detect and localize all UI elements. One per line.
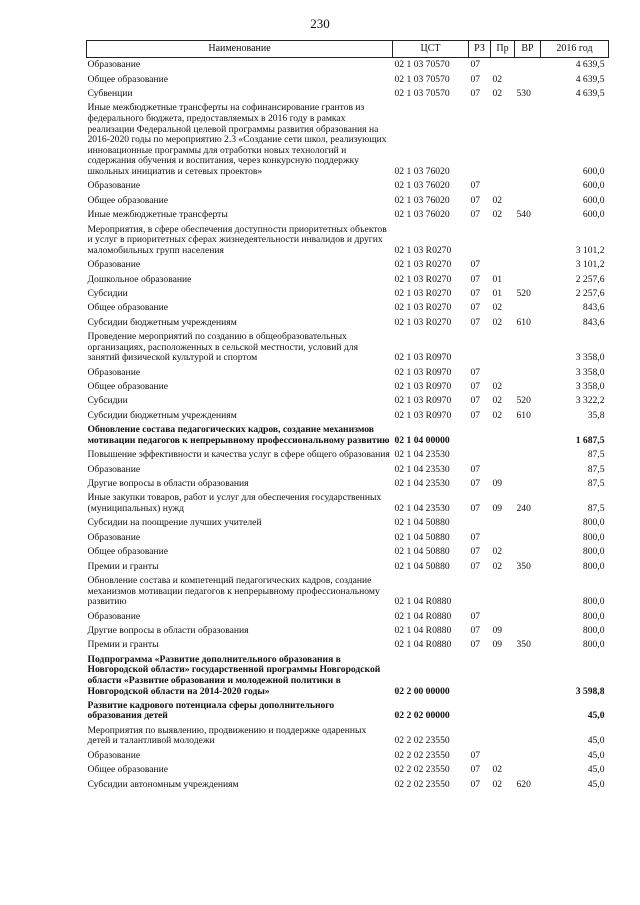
table-row [87,101,609,179]
table-row [87,638,609,652]
row-rz-cell [469,699,491,724]
row-amount-cell: 3 101,2 [575,259,605,271]
row-name-cell: Подпрограмма «Развитие дополнительного образования в Новгородской области» государственной программы Новгородской области «Развитие образования и молодежной политики в Новгородской области на 2014-2020 годы» [87,653,381,697]
row-vr-cell: 350 [516,639,531,651]
row-rz-cell: 07 [470,409,481,421]
row-pr-cell: 02 [492,395,503,407]
row-rz-cell: 07 [470,749,481,761]
table-row [87,531,609,545]
row-rz-cell: 07 [470,463,481,475]
row-pr-cell: 01 [492,273,503,285]
row-pr-cell [491,365,515,379]
page-number: 230 [310,16,330,31]
row-vr-cell [515,58,541,73]
row-vr-cell [515,101,541,179]
row-vr-cell [515,380,541,394]
row-cst-cell: 02 1 04 00000 [394,434,450,446]
table-row [87,777,609,791]
table-row [87,72,609,86]
table-row [87,609,609,623]
row-name-cell: Образование [87,531,141,543]
row-vr-cell [515,222,541,258]
column-header-year: 2016 год [541,41,609,58]
row-rz-cell [469,222,491,258]
row-rz-cell: 07 [470,381,481,393]
row-cst-cell: 02 1 04 50880 [394,560,450,572]
row-pr-cell [491,58,515,73]
row-amount-cell: 87,5 [587,478,605,490]
table-row [87,208,609,222]
row-name-cell: Мероприятия, в сфере обеспечения доступности приоритетных объектов и услуг в приоритетных сферах жизнедеятельности инвалидов и других маломобильных групп населения [87,223,387,256]
row-cst-cell: 02 1 04 23530 [394,463,450,475]
row-cst-cell: 02 1 03 R0270 [394,302,452,314]
row-name-cell: Субсидии [87,395,128,407]
row-pr-cell [491,652,515,698]
row-rz-cell: 07 [470,778,481,790]
row-rz-cell: 07 [470,764,481,776]
row-name-cell: Субвенции [87,88,133,100]
table-row [87,179,609,193]
table-row [87,409,609,423]
row-pr-cell: 02 [492,546,503,558]
row-vr-cell [515,699,541,724]
row-amount-cell: 843,6 [582,316,605,328]
row-pr-cell: 01 [492,287,503,299]
row-amount-cell: 87,5 [587,463,605,475]
table-row [87,272,609,286]
row-rz-cell: 07 [470,273,481,285]
table-row [87,624,609,638]
row-vr-cell [515,72,541,86]
table-row [87,258,609,272]
row-pr-cell: 02 [492,316,503,328]
row-amount-cell: 3 101,2 [575,244,605,256]
row-vr-cell [515,365,541,379]
row-amount-cell: 35,8 [587,409,605,421]
table-row [87,287,609,301]
row-vr-cell: 540 [516,209,531,221]
table-row [87,301,609,315]
row-rz-cell: 07 [470,610,481,622]
row-amount-cell: 4 639,5 [575,73,605,85]
row-vr-cell [515,545,541,559]
row-pr-cell: 09 [492,639,503,651]
row-vr-cell [515,516,541,530]
row-name-cell: Иные закупки товаров, работ и услуг для обеспечения государственных (муниципальных) нужд [87,492,382,515]
row-name-cell: Образование [87,463,141,475]
row-amount-cell: 4 639,5 [575,59,605,71]
row-vr-cell [515,462,541,476]
row-cst-cell: 02 1 03 76020 [394,194,450,206]
row-cst-cell: 02 1 03 76020 [394,166,450,178]
table-row [87,477,609,491]
row-pr-cell: 02 [492,209,503,221]
row-name-cell: Общее образование [87,764,169,776]
row-amount-cell: 3 358,0 [575,352,605,364]
row-rz-cell: 07 [470,194,481,206]
row-pr-cell: 02 [492,409,503,421]
row-name-cell: Субсидии бюджетным учреждениям [87,409,237,421]
row-name-cell: Субсидии бюджетным учреждениям [87,316,237,328]
column-header-vr: ВР [515,41,541,58]
row-rz-cell: 07 [470,546,481,558]
row-vr-cell [515,423,541,448]
row-rz-cell: 07 [470,180,481,192]
row-name-cell: Образование [87,180,141,192]
row-vr-cell: 610 [516,316,531,328]
row-pr-cell [491,531,515,545]
row-rz-cell: 07 [470,531,481,543]
row-rz-cell: 07 [470,624,481,636]
row-vr-cell [515,574,541,610]
row-vr-cell [515,330,541,366]
table-row [87,574,609,610]
table-row [87,380,609,394]
row-cst-cell: 02 2 00 00000 [394,685,450,697]
row-rz-cell [469,423,491,448]
row-amount-cell: 800,0 [582,531,605,543]
row-amount-cell: 1 687,5 [575,434,605,446]
row-pr-cell: 02 [492,764,503,776]
row-rz-cell: 07 [470,287,481,299]
table-row [87,652,609,698]
table-row [87,516,609,530]
row-pr-cell: 02 [492,302,503,314]
row-name-cell: Обновление состава и компетенций педагогических кадров, создание механизмов мотивации педагогов к непрерывному профессиональному развитию [87,574,380,608]
row-pr-cell: 02 [492,194,503,206]
row-cst-cell: 02 2 02 23550 [394,764,450,776]
row-vr-cell [515,448,541,462]
row-pr-cell [491,101,515,179]
row-pr-cell: 02 [492,778,503,790]
row-amount-cell: 87,5 [587,449,605,461]
row-cst-cell: 02 1 03 70570 [394,59,450,71]
row-pr-cell [491,749,515,763]
row-amount-cell: 4 639,5 [575,88,605,100]
row-amount-cell: 800,0 [582,639,605,651]
row-pr-cell: 02 [492,88,503,100]
row-cst-cell: 02 1 03 R0970 [394,395,452,407]
row-cst-cell: 02 1 03 R0270 [394,273,452,285]
table-row [87,330,609,366]
row-amount-cell: 800,0 [582,546,605,558]
row-amount-cell: 45,0 [587,735,605,747]
row-pr-cell [491,423,515,448]
row-cst-cell: 02 1 03 R0270 [394,244,452,256]
row-rz-cell [469,516,491,530]
row-cst-cell: 02 1 04 50880 [394,546,450,558]
row-name-cell: Субсидии на поощрение лучших учителей [87,517,262,529]
row-cst-cell: 02 1 04 R0880 [394,639,452,651]
row-vr-cell [515,652,541,698]
row-amount-cell: 45,0 [587,749,605,761]
row-cst-cell: 02 2 02 23550 [394,778,450,790]
table-row [87,58,609,73]
row-name-cell: Общее образование [87,381,169,393]
row-name-cell: Общее образование [87,302,169,314]
row-cst-cell: 02 1 04 50880 [394,517,450,529]
row-rz-cell: 07 [470,395,481,407]
row-name-cell: Общее образование [87,194,169,206]
row-rz-cell [469,652,491,698]
row-cst-cell: 02 1 03 R0270 [394,259,452,271]
row-pr-cell [491,222,515,258]
row-amount-cell: 600,0 [582,166,605,178]
table-body [87,58,609,792]
column-header-pr: Пр [491,41,515,58]
row-rz-cell [469,101,491,179]
row-name-cell: Другие вопросы в области образования [87,478,249,490]
row-cst-cell: 02 1 03 76020 [394,180,450,192]
row-pr-cell [491,724,515,749]
row-rz-cell [469,448,491,462]
row-name-cell: Общее образование [87,546,169,558]
row-vr-cell [515,763,541,777]
table-row [87,559,609,573]
row-vr-cell [515,724,541,749]
column-header-cst: ЦСТ [393,41,469,58]
row-pr-cell [491,448,515,462]
row-cst-cell: 02 2 02 23550 [394,749,450,761]
row-rz-cell: 07 [470,209,481,221]
row-rz-cell: 07 [470,59,481,71]
row-cst-cell: 02 1 03 R0270 [394,316,452,328]
row-cst-cell: 02 1 03 70570 [394,88,450,100]
row-name-cell: Образование [87,366,141,378]
row-vr-cell [515,609,541,623]
row-rz-cell [469,330,491,366]
row-name-cell: Образование [87,59,141,71]
row-amount-cell: 800,0 [582,610,605,622]
row-amount-cell: 800,0 [582,560,605,572]
row-vr-cell: 240 [516,503,531,515]
row-name-cell: Субсидии [87,287,128,299]
row-name-cell: Образование [87,259,141,271]
row-cst-cell: 02 1 04 23530 [394,449,450,461]
row-pr-cell [491,516,515,530]
row-vr-cell: 520 [516,287,531,299]
row-vr-cell: 520 [516,395,531,407]
row-cst-cell: 02 1 03 R0970 [394,381,452,393]
row-cst-cell: 02 1 04 23530 [394,478,450,490]
row-name-cell: Другие вопросы в области образования [87,624,249,636]
row-cst-cell: 02 2 02 00000 [394,710,450,722]
row-name-cell: Повышение эффективности и качества услуг в сфере общего образования [87,449,390,461]
row-name-cell: Иные межбюджетные трансферты на софинансирование грантов из федерального бюджета, предоставляемых в 2016 году в рамках реализации Федеральной целевой программы развития образования на 2016-2020 годы по мероприятию 2.3 «Создание сети школ, реализующих инновационные программы для отработки новых технологий и содержания обучения и воспитания, через конкурсную поддержку школьных инициатив и сетевых проектов» [87,102,387,178]
row-vr-cell: 350 [516,560,531,572]
row-amount-cell: 2 257,6 [575,273,605,285]
row-cst-cell: 02 1 04 R0880 [394,610,452,622]
row-pr-cell: 09 [492,503,503,515]
row-amount-cell: 45,0 [587,778,605,790]
row-amount-cell: 3 358,0 [575,381,605,393]
table-row [87,448,609,462]
row-amount-cell: 600,0 [582,194,605,206]
row-amount-cell: 600,0 [582,180,605,192]
row-cst-cell: 02 1 03 70570 [394,73,450,85]
row-amount-cell: 800,0 [582,596,605,608]
row-name-cell: Образование [87,610,141,622]
row-pr-cell [491,258,515,272]
row-name-cell: Премии и гранты [87,639,159,651]
row-rz-cell: 07 [470,302,481,314]
row-cst-cell: 02 1 04 23530 [394,503,450,515]
row-vr-cell [515,624,541,638]
row-name-cell: Проведение мероприятий по созданию в общеобразовательных организациях, расположенных в сельской местности, условий для занятий физической культурой и спортом [87,331,358,364]
row-pr-cell [491,179,515,193]
row-pr-cell: 02 [492,560,503,572]
row-amount-cell: 800,0 [582,517,605,529]
row-vr-cell [515,749,541,763]
row-vr-cell: 610 [516,409,531,421]
table-row [87,749,609,763]
row-cst-cell: 02 1 04 50880 [394,531,450,543]
column-header-name: Наименование [87,41,393,58]
row-cst-cell: 02 1 03 R0970 [394,409,452,421]
row-name-cell: Образование [87,749,141,761]
table-header [87,41,609,58]
table-row [87,462,609,476]
row-pr-cell [491,699,515,724]
row-name-cell: Субсидии автономным учреждениям [87,778,239,790]
row-vr-cell [515,272,541,286]
table-row [87,724,609,749]
table-row [87,222,609,258]
row-pr-cell: 09 [492,478,503,490]
row-name-cell: Дошкольное образование [87,273,192,285]
row-vr-cell [515,179,541,193]
row-amount-cell: 87,5 [587,503,605,515]
row-amount-cell: 3 358,0 [575,366,605,378]
budget-table [86,40,609,792]
row-name-cell: Мероприятия по выявлению, продвижению и поддержке одаренных детей и талантливой молодежи [87,724,367,747]
row-vr-cell [515,301,541,315]
row-name-cell: Иные межбюджетные трансферты [87,209,228,221]
table-row [87,699,609,724]
row-pr-cell: 09 [492,624,503,636]
row-rz-cell: 07 [470,639,481,651]
row-vr-cell [515,477,541,491]
row-rz-cell [469,724,491,749]
table-row [87,491,609,516]
row-rz-cell: 07 [470,503,481,515]
row-name-cell: Премии и гранты [87,560,159,572]
row-amount-cell: 2 257,6 [575,287,605,299]
row-amount-cell: 600,0 [582,209,605,221]
table-row [87,365,609,379]
row-name-cell: Обновление состава педагогических кадров, создание механизмов мотивации педагогов к непрерывному профессиональному развитию [87,424,390,446]
row-pr-cell [491,609,515,623]
row-amount-cell: 3 598,8 [575,685,605,697]
row-cst-cell: 02 1 03 76020 [394,209,450,221]
row-vr-cell [515,531,541,545]
table-row [87,315,609,329]
row-pr-cell [491,462,515,476]
row-rz-cell: 07 [470,316,481,328]
row-amount-cell: 45,0 [587,710,605,722]
row-rz-cell: 07 [470,560,481,572]
row-vr-cell: 530 [516,88,531,100]
row-cst-cell: 02 2 02 23550 [394,735,450,747]
table-row [87,87,609,101]
row-pr-cell [491,574,515,610]
row-rz-cell: 07 [470,88,481,100]
row-pr-cell: 02 [492,381,503,393]
row-rz-cell: 07 [470,478,481,490]
table-row [87,545,609,559]
row-rz-cell: 07 [470,73,481,85]
row-rz-cell: 07 [470,259,481,271]
row-vr-cell [515,258,541,272]
table-row [87,394,609,408]
row-name-cell: Общее образование [87,73,169,85]
row-amount-cell: 843,6 [582,302,605,314]
row-name-cell: Развитие кадрового потенциала сферы дополнительного образования детей [87,699,335,722]
row-vr-cell [515,194,541,208]
row-rz-cell: 07 [470,366,481,378]
row-cst-cell: 02 1 04 R0880 [394,624,452,636]
row-rz-cell [469,574,491,610]
row-pr-cell: 02 [492,73,503,85]
row-amount-cell: 45,0 [587,764,605,776]
table-row [87,194,609,208]
row-vr-cell: 620 [516,778,531,790]
row-cst-cell: 02 1 04 R0880 [394,596,452,608]
row-cst-cell: 02 1 03 R0970 [394,352,452,364]
table-row [87,763,609,777]
row-amount-cell: 800,0 [582,624,605,636]
row-cst-cell: 02 1 03 R0970 [394,366,452,378]
row-cst-cell: 02 1 03 R0270 [394,287,452,299]
table-row [87,423,609,448]
row-amount-cell: 3 322,2 [575,395,605,407]
column-header-rz: РЗ [469,41,491,58]
row-pr-cell [491,330,515,366]
